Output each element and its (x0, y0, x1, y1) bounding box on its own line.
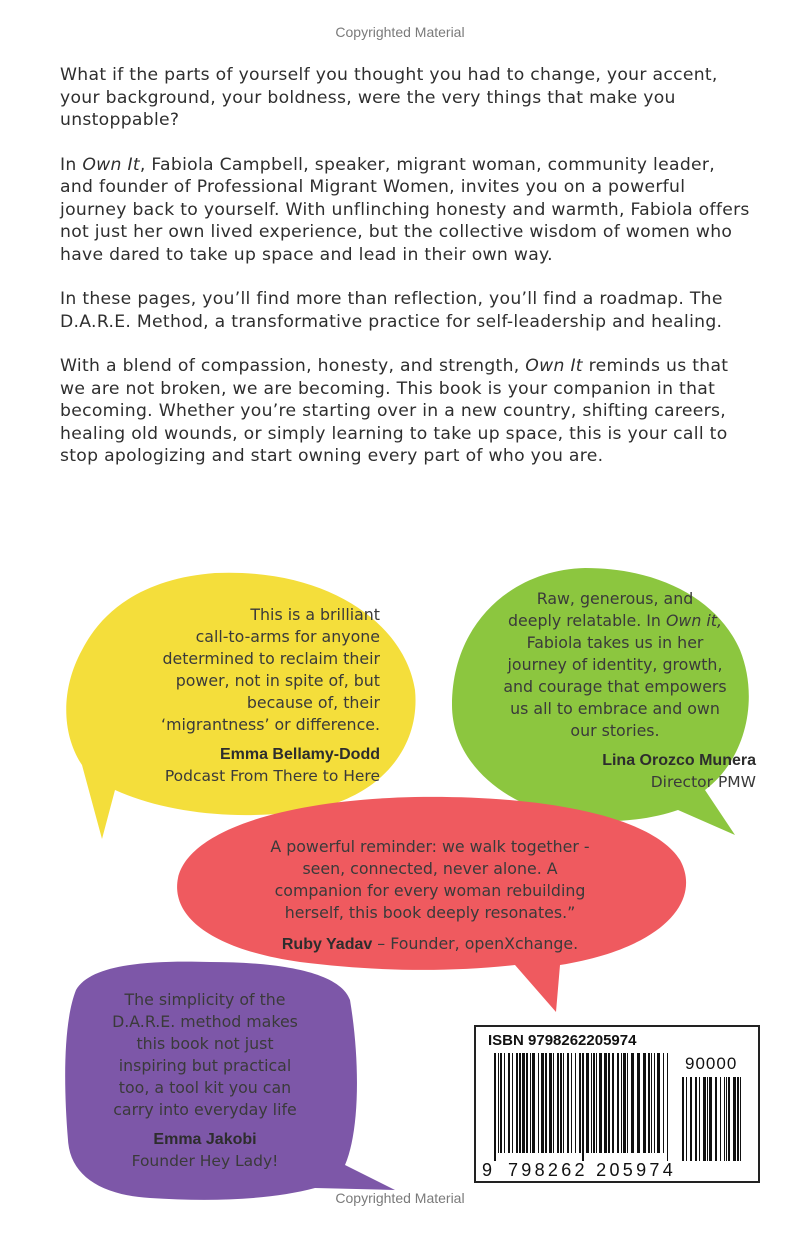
barcode-bar (654, 1053, 655, 1153)
addon-barcode-bar (703, 1077, 706, 1161)
barcode-bar (571, 1053, 572, 1153)
barcode-bars (494, 1053, 744, 1161)
addon-barcode-bar (728, 1077, 730, 1161)
quote-line: A powerful reminder: we walk together - (270, 837, 590, 856)
barcode-bar (516, 1053, 518, 1153)
barcode-bar (545, 1053, 547, 1153)
addon-barcode-bar (690, 1077, 692, 1161)
book-title-inline: Own It (525, 356, 583, 376)
addon-barcode-bar (699, 1077, 700, 1161)
quote-line: seen, connected, never alone. A (302, 859, 558, 878)
quote-line: ‘migrantness’ or difference. (161, 715, 380, 734)
addon-barcode-bar (709, 1077, 712, 1161)
book-title-inline: Own it, (665, 611, 722, 630)
barcode-bar (508, 1053, 510, 1153)
copyright-watermark-bottom: Copyrighted Material (335, 1190, 465, 1206)
barcode-bar (512, 1053, 513, 1153)
price-code: 90000 (685, 1054, 738, 1073)
quote-line: Raw, generous, and (536, 589, 694, 608)
quote-emma-bellamy-dodd (90, 604, 380, 786)
barcode-bar (498, 1053, 499, 1153)
barcode-bar (526, 1053, 528, 1153)
barcode-bar (500, 1053, 502, 1153)
quote-line: The simplicity of the (124, 990, 286, 1009)
barcode-bar (643, 1053, 646, 1153)
barcode-bar (599, 1053, 602, 1153)
addon-barcode-bar (733, 1077, 736, 1161)
quote-lina-orozco-munera (470, 588, 760, 792)
quote-author-name: Ruby Yadav (281, 936, 373, 953)
barcode-bar (579, 1053, 581, 1153)
barcode-bar (567, 1053, 569, 1153)
quote-author-role: Founder Hey Lady! (131, 1152, 279, 1170)
addon-barcode-bar (724, 1077, 725, 1161)
barcode-digits: 798262 205974 (508, 1160, 677, 1180)
barcode-bar (657, 1053, 660, 1153)
barcode-bar (553, 1053, 554, 1153)
quote-line: this book not just (136, 1034, 274, 1053)
quote-line: too, a tool kit you can (118, 1078, 292, 1097)
barcode-bar (494, 1053, 496, 1161)
quote-author-name: Lina Orozco Munera (602, 752, 756, 769)
quote-ruby-yadav (180, 836, 680, 956)
barcode-bar (593, 1053, 595, 1153)
addon-barcode-bar (726, 1077, 727, 1161)
barcode-bar (591, 1053, 592, 1153)
addon-barcode-bar (740, 1077, 741, 1161)
barcode-bar (637, 1053, 640, 1153)
quote-text: deeply relatable. In (508, 611, 666, 630)
barcode-bar (541, 1053, 544, 1153)
quote-attribution (180, 934, 680, 956)
barcode-first-digit: 9 (482, 1160, 493, 1180)
quote-line: and courage that empowers (503, 677, 727, 696)
barcode-bar (575, 1053, 576, 1153)
barcode-bar (648, 1053, 650, 1153)
quote-line: herself, this book deeply resonates.” (284, 903, 576, 922)
barcode-bar (549, 1053, 552, 1153)
barcode-bar (582, 1053, 584, 1161)
barcode-bar (621, 1053, 622, 1153)
barcode-bar (627, 1053, 628, 1153)
blurb-text: , Fabiola Campbell, speaker, migrant woman, community leader, and founder of Professional Migrant Women, invites you on a powerful journey back to yourself. With unflinching honesty and warmth, Fabiola offers not just her own lived experience, but the collective wisdom of women who have dared to take up space and lead in their own way. (60, 154, 750, 265)
addon-barcode-bar (707, 1077, 708, 1161)
barcode-bar (596, 1053, 597, 1153)
addon-barcode-bar (715, 1077, 717, 1161)
barcode-bar (612, 1053, 614, 1153)
barcode-bar (617, 1053, 619, 1153)
quote-line: journey of identity, growth, (507, 655, 723, 674)
quote-line: inspiring but practical (118, 1056, 292, 1075)
quote-line: call-to-arms for anyone (195, 627, 380, 646)
quote-line: determined to reclaim their (162, 649, 380, 668)
book-title-inline: Own It (82, 154, 140, 175)
quote-line: This is a brilliant (250, 605, 380, 624)
blurb-text: In (60, 154, 83, 175)
blurb-paragraph-3: In these pages, you’ll find more than reflection, you’ll find a roadmap. The D.A.R.E. Method, a transformative practice for self-leadership and healing. (60, 289, 723, 332)
barcode-bar (663, 1053, 664, 1153)
quote-author-name: Emma Bellamy-Dodd (219, 746, 380, 763)
addon-barcode-bar (682, 1077, 684, 1161)
barcode-bar (557, 1053, 559, 1153)
blurb-paragraph-1: What if the parts of yourself you thought you had to change, your accent, your background, your boldness, were the very things that make you unstoppable? (60, 65, 718, 130)
barcode-bar (604, 1053, 607, 1153)
blurb-text: reminds us that we are not broken, we are becoming. This book is your companion in that becoming. Whether you’re starting over in a new country, shifting careers, healing old wounds, or simply learning to take up space, this is your call to stop apologizing and start owning every part of who you are. (60, 356, 729, 466)
quote-line: carry into everyday life (113, 1100, 297, 1119)
quote-emma-jakobi (75, 989, 335, 1171)
barcode-bar (522, 1053, 525, 1153)
addon-barcode-bar (720, 1077, 721, 1161)
addon-barcode-bar (686, 1077, 687, 1161)
quote-line: us all to embrace and own (510, 699, 720, 718)
quote-author-role: Podcast From There to Here (164, 767, 380, 785)
quote-author-name: Emma Jakobi (153, 1131, 257, 1148)
barcode-bar (519, 1053, 521, 1153)
addon-barcode-bar (737, 1077, 739, 1161)
barcode-bar (532, 1053, 535, 1153)
barcode-bar (504, 1053, 505, 1153)
quote-line: Fabiola takes us in her (526, 633, 704, 652)
barcode-bar (667, 1053, 668, 1161)
isbn-label: ISBN 9798262205974 (488, 1032, 637, 1049)
addon-barcode-bar (695, 1077, 697, 1161)
copyright-watermark-top: Copyrighted Material (335, 24, 465, 40)
barcode-bar (608, 1053, 610, 1153)
quote-author-role: – Founder, openXchange. (372, 934, 579, 953)
barcode-bar (631, 1053, 634, 1153)
quote-line: our stories. (570, 721, 660, 740)
barcode-bar (651, 1053, 652, 1153)
quote-line: companion for every woman rebuilding (274, 881, 586, 900)
barcode-bar (560, 1053, 562, 1153)
quote-line (470, 610, 760, 632)
quote-author-role: Director PMW (650, 773, 756, 791)
isbn-barcode-box (474, 1025, 760, 1183)
barcode-bar (530, 1053, 531, 1153)
quote-line: because of, their (246, 693, 380, 712)
quote-line: power, not in spite of, but (175, 671, 380, 690)
barcode-bar (586, 1053, 589, 1153)
blurb-text: With a blend of compassion, honesty, and strength, (60, 356, 526, 376)
barcode-bar (538, 1053, 539, 1153)
barcode-bar (563, 1053, 564, 1153)
quote-line: D.A.R.E. method makes (112, 1012, 298, 1031)
barcode-bar (623, 1053, 626, 1153)
